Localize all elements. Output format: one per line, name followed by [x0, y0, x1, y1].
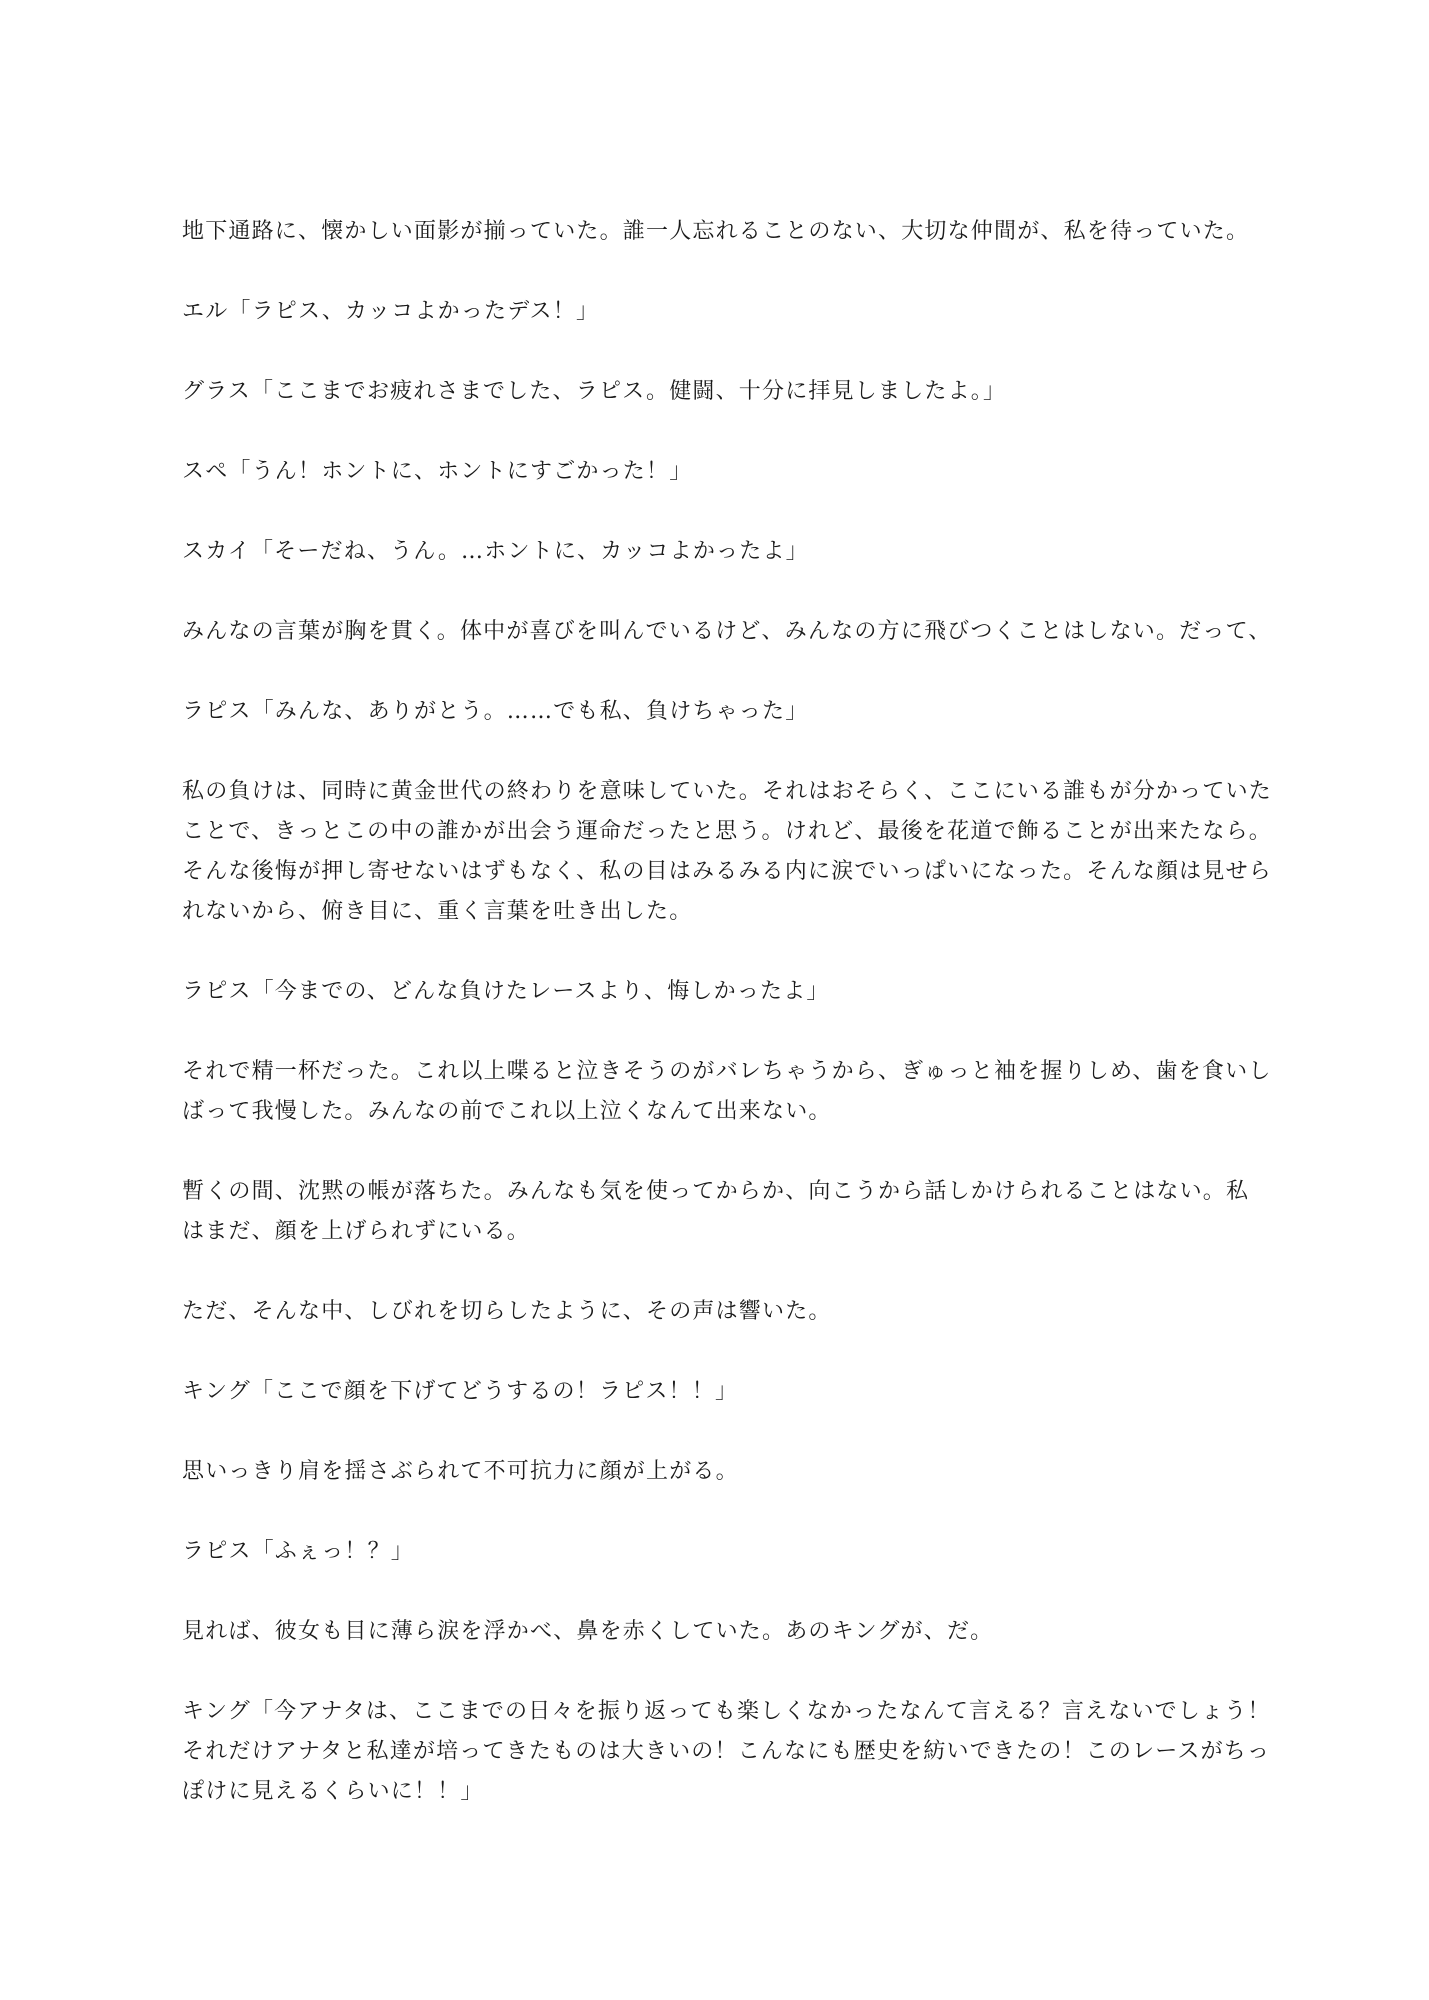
dialogue-line: スカイ「そーだね、うん。…ホントに、カッコよかったよ」 [182, 539, 809, 564]
narration-paragraph: 地下通路に、懐かしい面影が揃っていた。誰一人忘れることのない、大切な仲間が、私を待っていた。 [182, 219, 1250, 244]
dialogue-line: ラピス「今までの、どんな負けたレースより、悔しかったよ」 [182, 979, 830, 1004]
narration-paragraph: 思いっきり肩を揺さぶられて不可抗力に顔が上がる。 [182, 1459, 739, 1484]
dialogue-line: キング「ここで顔を下げてどうするの！ラピス！！」 [182, 1379, 739, 1404]
story-text [182, 212, 1272, 1812]
narration-paragraph: 暫くの間、沈黙の帳が落ちた。みんなも気を使ってからか、向こうから話しかけられることはない。私はまだ、顔を上げられずにいる。 [182, 1179, 1250, 1244]
dialogue-line: ラピス「ふぇっ！？」 [182, 1539, 415, 1564]
narration-paragraph: ただ、そんな中、しびれを切らしたように、その声は響いた。 [182, 1299, 832, 1324]
dialogue-line: エル「ラピス、カッコよかったデス！」 [182, 299, 600, 324]
narration-paragraph: みんなの言葉が胸を貫く。体中が喜びを叫んでいるけど、みんなの方に飛びつくことはしない。だって、 [182, 619, 1272, 644]
narration-paragraph: 私の負けは、同時に黄金世代の終わりを意味していた。それはおそらく、ここにいる誰もが分かっていたことで、きっとこの中の誰かが出会う運命だったと思う。けれど、最後を花道で飾ることが出来たなら。そんな後悔が押し寄せないはずもなく、私の目はみるみる内に涙でいっぱいになった。そんな顔は見せられないから、俯き目に、重く言葉を吐き出した。 [182, 779, 1272, 924]
narration-paragraph: 見れば、彼女も目に薄ら涙を浮かべ、鼻を赤くしていた。あのキングが、だ。 [182, 1619, 994, 1644]
dialogue-line: グラス「ここまでお疲れさまでした、ラピス。健闘、十分に拝見しましたよ。」 [182, 379, 1007, 404]
dialogue-line: スペ「うん！ホントに、ホントにすごかった！」 [182, 459, 693, 484]
dialogue-line: キング「今アナタは、ここまでの日々を振り返っても楽しくなかったなんて言える？言えないでしょう！それだけアナタと私達が培ってきたものは大きいの！こんなにも歴史を紡いできたの！このレースがちっぽけに見えるくらいに！！」 [182, 1699, 1271, 1804]
narration-paragraph: それで精一杯だった。これ以上喋ると泣きそうのがバレちゃうから、ぎゅっと袖を握りしめ、歯を食いしばって我慢した。みんなの前でこれ以上泣くなんて出来ない。 [182, 1059, 1272, 1124]
dialogue-line: ラピス「みんな、ありがとう。……でも私、負けちゃった」 [182, 699, 809, 724]
